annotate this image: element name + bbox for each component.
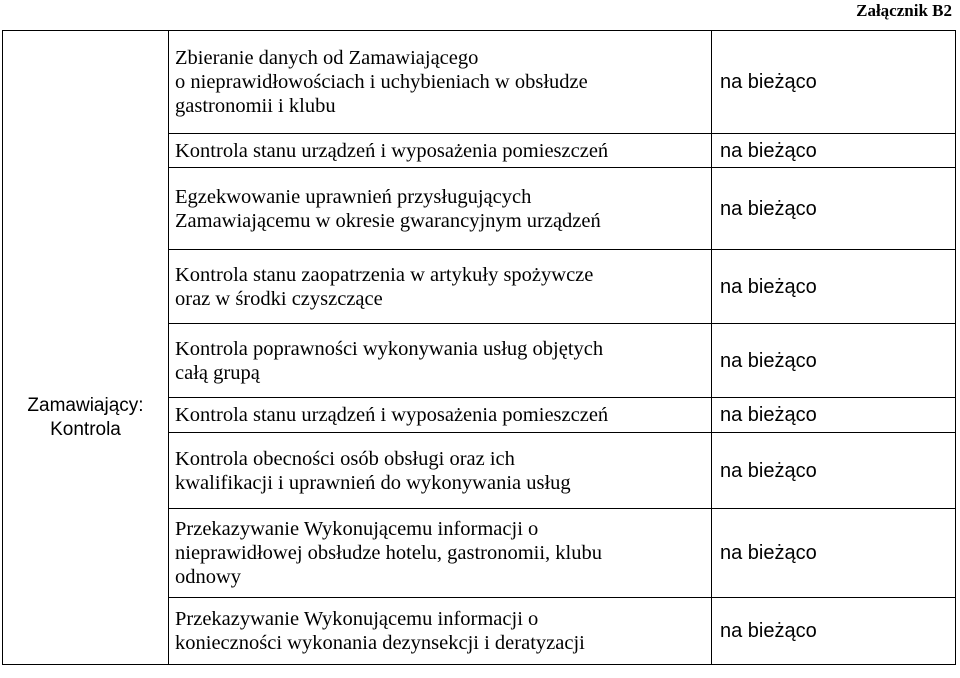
actor-sublabel: Kontrola [50,418,121,440]
task-cell [169,250,712,324]
task-text: Kontrola stanu zaopatrzenia w artykuły spożywcze oraz w środki czyszczące [175,263,594,310]
attachment-label: Załącznik B2 [856,1,952,20]
task-cell [169,398,712,433]
term-text: na bieżąco [720,197,817,220]
term-cell [712,250,956,324]
task-cell [169,509,712,598]
task-cell [169,598,712,665]
task-text: Kontrola obecności osób obsługi oraz ich kwalifikacji i uprawnień do wykonywania usług [175,447,571,494]
task-text: Kontrola stanu urządzeń i wyposażenia pomieszczeń [175,139,609,162]
task-cell [169,324,712,398]
task-cell [169,433,712,509]
term-cell [712,598,956,665]
term-text: na bieżąco [720,71,817,93]
control-tasks-table [2,30,956,665]
actor-cell [3,31,169,665]
table-row [3,31,956,134]
term-text: na bieżąco [720,459,817,482]
term-text: na bieżąco [720,542,817,564]
task-cell [169,168,712,250]
task-text: Zbieranie danych od Zamawiającego o nieprawidłowościach i uchybieniach w obsłudze gastronomii i klubu [175,47,588,117]
term-cell [712,433,956,509]
term-cell [712,134,956,168]
term-text: na bieżąco [720,139,817,162]
term-text: na bieżąco [720,349,817,372]
task-cell [169,134,712,168]
term-text: na bieżąco [720,620,817,642]
actor-label: Zamawiający: [27,394,144,416]
task-text: Przekazywanie Wykonującemu informacji o nieprawidłowej obsłudze hotelu, gastronomii, klubu odnowy [175,518,603,588]
task-text: Kontrola poprawności wykonywania usług objętych całą grupą [175,337,604,384]
term-text: na bieżąco [720,275,817,298]
term-cell [712,398,956,433]
term-cell [712,168,956,250]
term-text: na bieżąco [720,404,817,426]
term-cell [712,324,956,398]
task-cell [169,31,712,134]
task-text: Kontrola stanu urządzeń i wyposażenia pomieszczeń [175,404,609,426]
term-cell [712,509,956,598]
task-text: Przekazywanie Wykonującemu informacji o konieczności wykonania dezynsekcji i deratyzacji [175,608,585,654]
task-text: Egzekwowanie uprawnień przysługujących Zamawiającemu w okresie gwarancyjnym urządzeń [175,185,601,232]
term-cell [712,31,956,134]
